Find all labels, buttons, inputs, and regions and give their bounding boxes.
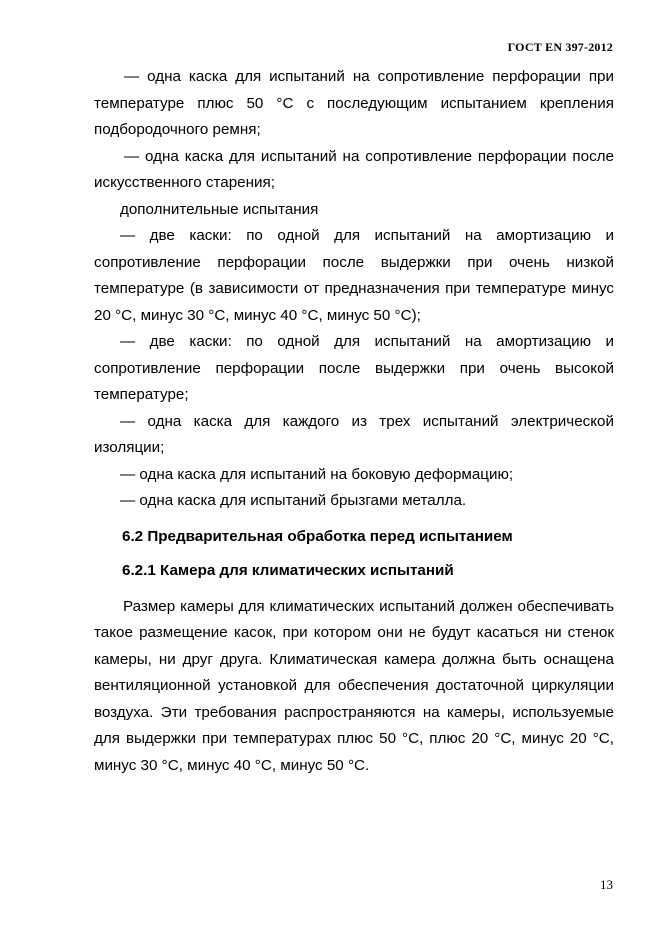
subsection-heading: 6.2.1 Камера для климатических испытаний [122, 562, 454, 579]
document-code-header: ГОСТ EN 397-2012 [507, 40, 613, 54]
page-content [94, 64, 614, 779]
section-heading: 6.2 Предварительная обработка перед испытанием [122, 527, 513, 545]
climate-chamber-paragraph: Размер камеры для климатических испытаний должен обеспечивать такое размещение касок, при котором они не будут касаться ни стенок камеры, ни друг друга. Климатическая камера должна быть оснащена вентиляционной установкой для обеспечения достаточной циркуляции воздуха. Эти требования распространяются на камеры, используемые для выдержки при температурах плюс 50 °С, плюс 20 °С, минус 20 °С, минус 30 °С, минус 40 °С, минус 50 °С. [94, 597, 614, 774]
list-item-metal-splash: — одна каска для испытаний брызгами металла. [120, 492, 467, 509]
list-item-high-temperature: — две каски: по одной для испытаний на амортизацию и сопротивление перфорации после выдержки при очень высокой температуре; [94, 333, 614, 403]
list-item-low-temperature: — две каски: по одной для испытаний на амортизацию и сопротивление перфорации после выдержки при очень низкой температуре (в зависимости от предназначения при температуре минус 20 °С, минус 30 °С, минус 40 °С, минус 50 °С); [94, 227, 614, 324]
additional-tests-label: дополнительные испытания [120, 200, 319, 218]
list-item-lateral-deformation: — одна каска для испытаний на боковую деформацию; [120, 465, 514, 483]
list-item-perforation-aging: — одна каска для испытаний на сопротивление перфорации после искусственного старения; [94, 147, 614, 191]
list-item-perforation-plus50: — одна каска для испытаний на сопротивление перфорации при температуре плюс 50 °С с последующим испытанием крепления подбородочного ремня; [94, 68, 614, 138]
page-number: 13 [600, 877, 613, 892]
list-item-electrical-insulation: — одна каска для каждого из трех испытаний электрической изоляции; [94, 412, 614, 456]
